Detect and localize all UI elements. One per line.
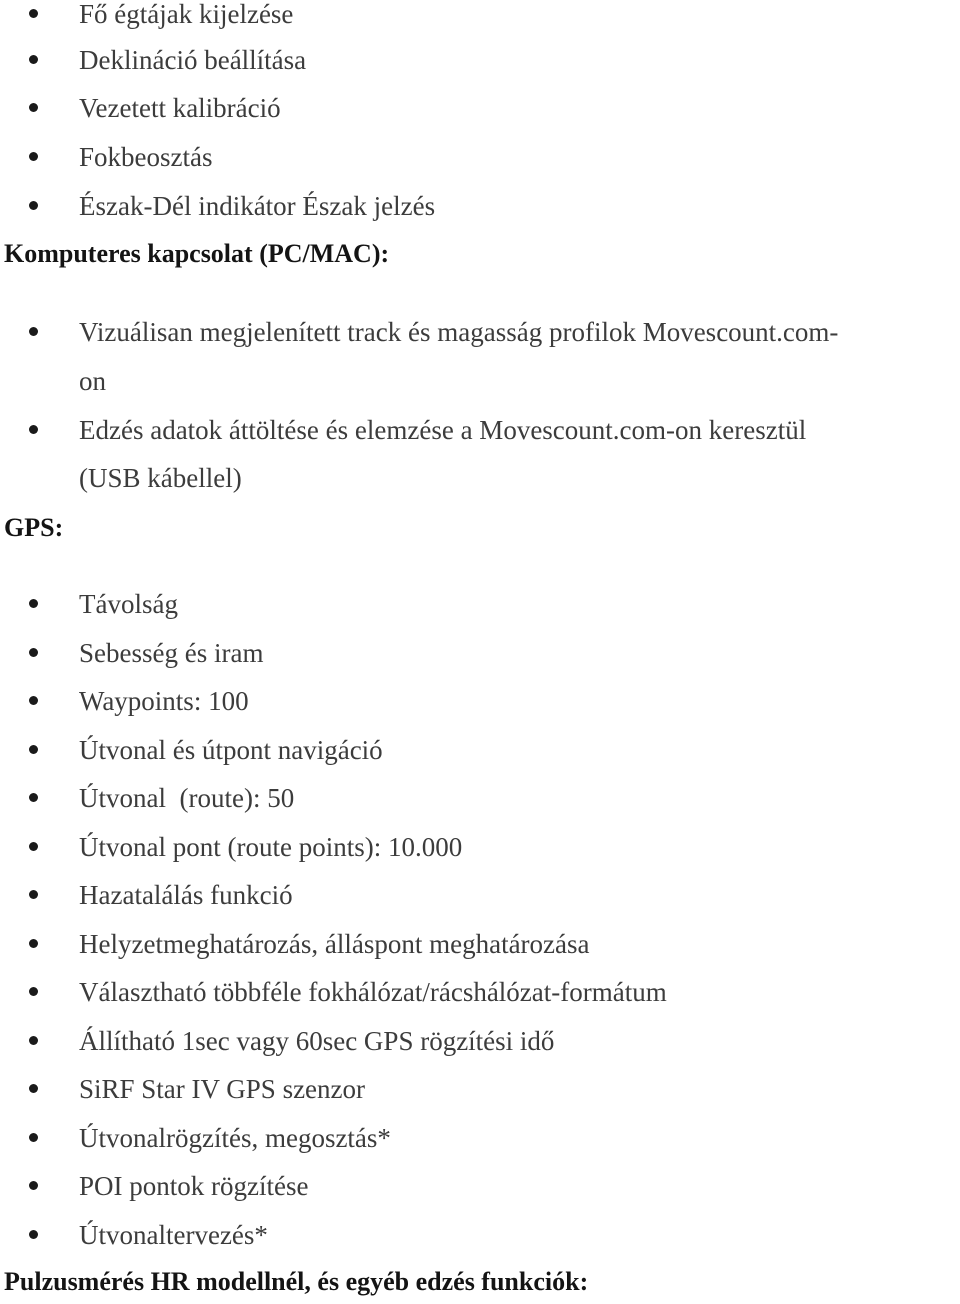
list-item-text: Útvonal pont (route points): 10.000 [79, 832, 463, 862]
bullet-icon [29, 425, 38, 434]
list-item [0, 0, 960, 34]
bullet-icon [29, 1230, 38, 1239]
bullet-icon [29, 327, 38, 336]
list-item-text: Útvonal (route): 50 [79, 783, 295, 813]
section-heading-computer: Komputeres kapcsolat (PC/MAC): [4, 239, 390, 268]
list-item [0, 1118, 960, 1158]
bullet-icon [29, 9, 38, 18]
list-item-text: Edzés adatok áttöltése és elemzése a Movescount.com-on keresztül [79, 415, 807, 445]
list-item [0, 972, 960, 1012]
list-item [0, 88, 960, 128]
section-heading-hr: Pulzusmérés HR modellnél, és egyéb edzés funkciók: [4, 1267, 589, 1296]
list-item-text: Távolság [79, 589, 178, 619]
bullet-icon [29, 842, 38, 851]
list-item [0, 584, 960, 624]
bullet-icon [29, 1036, 38, 1045]
bullet-icon [29, 793, 38, 802]
list-item [0, 137, 960, 177]
bullet-icon [29, 648, 38, 657]
list-item-text: Vezetett kalibráció [79, 93, 281, 123]
list-item-text: Útvonaltervezés* [79, 1220, 268, 1250]
list-item-text: POI pontok rögzítése [79, 1171, 309, 1201]
list-item [0, 778, 960, 818]
bullet-icon [29, 745, 38, 754]
list-item [0, 1021, 960, 1061]
section-heading-gps: GPS: [4, 513, 64, 542]
list-item-continuation: (USB kábellel) [79, 463, 242, 493]
list-item [0, 827, 960, 867]
list-item [0, 1069, 960, 1109]
list-item [0, 1166, 960, 1206]
list-item-continuation: on [79, 366, 106, 396]
bullet-icon [29, 1133, 38, 1142]
bullet-icon [29, 152, 38, 161]
list-item-text: Útvonal és útpont navigáció [79, 735, 383, 765]
list-item-text: Waypoints: 100 [79, 686, 249, 716]
bullet-icon [29, 987, 38, 996]
bullet-icon [29, 103, 38, 112]
list-item [0, 730, 960, 770]
list-item-text: Fő égtájak kijelzése [79, 0, 294, 29]
list-item [0, 186, 960, 226]
bullet-icon [29, 890, 38, 899]
bullet-icon [29, 1181, 38, 1190]
bullet-icon [29, 939, 38, 948]
list-item [0, 633, 960, 673]
list-item-text: Hazatalálás funkció [79, 880, 293, 910]
bullet-icon [29, 599, 38, 608]
bullet-icon [29, 1084, 38, 1093]
bullet-icon [29, 696, 38, 705]
list-item-text: Útvonalrögzítés, megosztás* [79, 1123, 391, 1153]
list-item [0, 40, 960, 80]
list-item-text: Helyzetmeghatározás, álláspont meghatározása [79, 929, 590, 959]
list-item [0, 681, 960, 721]
bullet-icon [29, 55, 38, 64]
list-item-text: Sebesség és iram [79, 638, 264, 668]
list-item-text: Deklináció beállítása [79, 45, 307, 75]
list-item [0, 312, 960, 352]
list-item [0, 1215, 960, 1255]
list-item-text: Állítható 1sec vagy 60sec GPS rögzítési idő [79, 1026, 555, 1056]
list-item-text: Vizuálisan megjelenített track és magasság profilok Movescount.com- [79, 317, 839, 347]
list-item-text: Fokbeosztás [79, 142, 213, 172]
list-item [0, 924, 960, 964]
list-item-text: Észak-Dél indikátor Észak jelzés [79, 191, 436, 221]
list-item-text: Választható többféle fokhálózat/rácshálózat-formátum [79, 977, 667, 1007]
list-item [0, 410, 960, 450]
list-item [0, 875, 960, 915]
list-item-text: SiRF Star IV GPS szenzor [79, 1074, 366, 1104]
bullet-icon [29, 201, 38, 210]
